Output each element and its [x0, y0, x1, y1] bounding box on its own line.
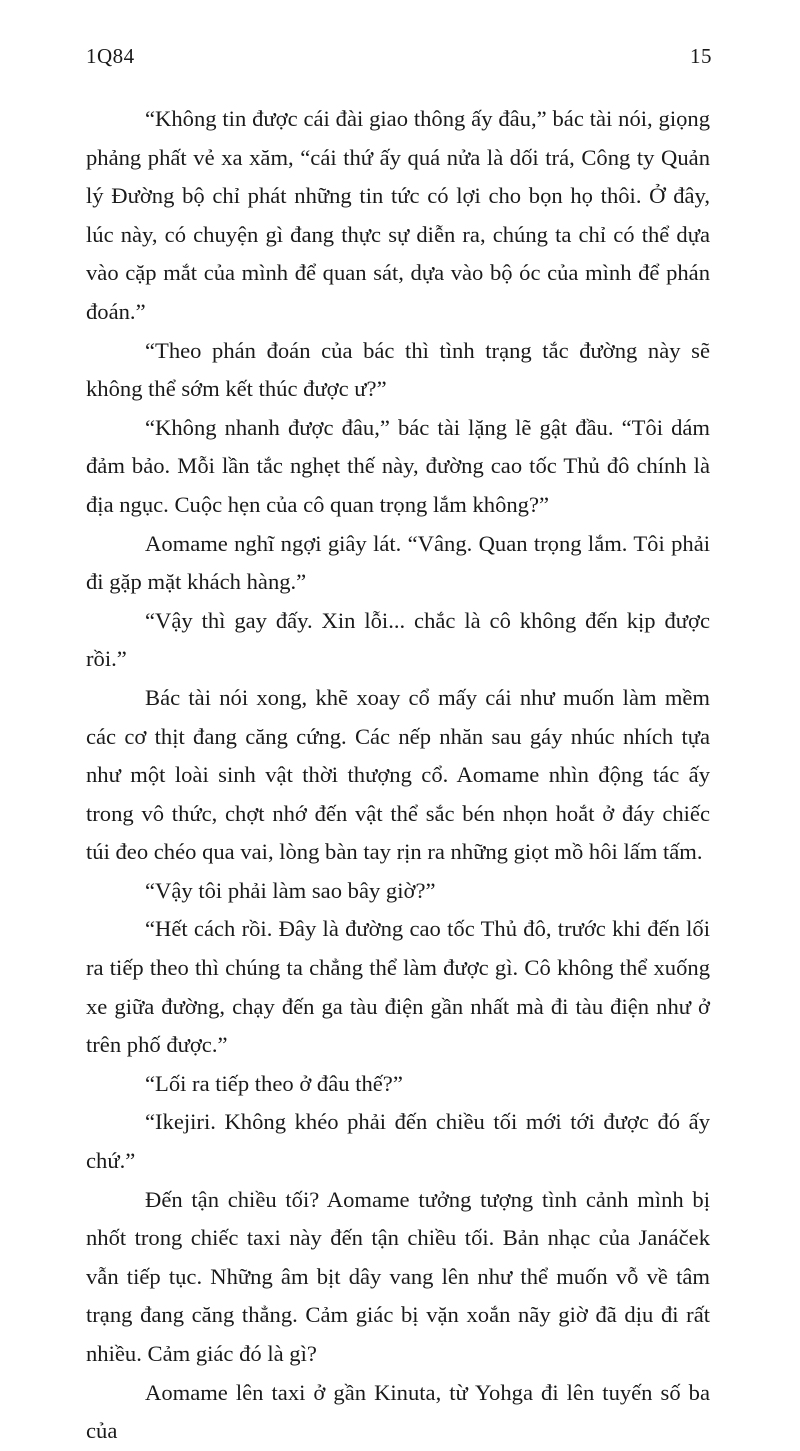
paragraph: Đến tận chiều tối? Aomame tưởng tượng tình cảnh mình bị nhốt trong chiếc taxi này đến tận chiều tối. Bản nhạc của Janáček vẫn tiếp tục. Những âm bịt dây vang lên như thể muốn vỗ về tâm trạng đang căng thẳng. Cảm giác bị vặn xoắn nãy giờ đã dịu đi rất nhiều. Cảm giác đó là gì?: [86, 1186, 710, 1366]
book-title: 1Q84: [86, 44, 135, 68]
paragraph: “Vậy tôi phải làm sao bây giờ?”: [145, 877, 436, 903]
paragraph: “Ikejiri. Không khéo phải đến chiều tối mới tới được đó ấy chứ.”: [86, 1109, 710, 1174]
paragraph: Aomame nghĩ ngợi giây lát. “Vâng. Quan trọng lắm. Tôi phải đi gặp mặt khách hàng.”: [86, 530, 710, 595]
paragraph: “Không tin được cái đài giao thông ấy đâu,” bác tài nói, giọng phảng phất vẻ xa xăm, “cái thứ ấy quá nửa là dối trá, Công ty Quản lý Đường bộ chỉ phát những tin tức có lợi cho bọn họ thôi. Ở đây, lúc này, có chuyện gì đang thực sự diễn ra, chúng ta chỉ có thể dựa vào cặp mắt của mình để quan sát, dựa vào bộ óc của mình để phán đoán.”: [86, 106, 710, 324]
paragraph: Aomame lên taxi ở gần Kinuta, từ Yohga đi lên tuyến số ba của: [86, 1379, 710, 1444]
paragraph: Bác tài nói xong, khẽ xoay cổ mấy cái như muốn làm mềm các cơ thịt đang căng cứng. Các nếp nhăn sau gáy nhúc nhích tựa như một loài sinh vật thời thượng cổ. Aomame nhìn động tác ấy trong vô thức, chợt nhớ đến vật thể sắc bén nhọn hoắt ở đáy chiếc túi đeo chéo qua vai, lòng bàn tay rịn ra những giọt mồ hôi lấm tấm.: [86, 684, 710, 865]
paragraph: “Vậy thì gay đấy. Xin lỗi... chắc là cô không đến kịp được rồi.”: [86, 607, 710, 672]
paragraph: “Theo phán đoán của bác thì tình trạng tắc đường này sẽ không thể sớm kết thúc được ư?”: [86, 337, 710, 402]
page-number: 15: [690, 44, 712, 68]
paragraph: “Lối ra tiếp theo ở đâu thế?”: [145, 1070, 403, 1096]
paragraph: “Không nhanh được đâu,” bác tài lặng lẽ gật đầu. “Tôi dám đảm bảo. Mỗi lần tắc nghẹt thế này, đường cao tốc Thủ đô chính là địa ngục. Cuộc hẹn của cô quan trọng lắm không?”: [86, 414, 710, 517]
body-text: [86, 100, 710, 1451]
paragraph: “Hết cách rồi. Đây là đường cao tốc Thủ đô, trước khi đến lối ra tiếp theo thì chúng ta chẳng thể làm được gì. Cô không thể xuống xe giữa đường, chạy đến ga tàu điện gần nhất mà đi tàu điện như ở trên phố được.”: [86, 916, 710, 1058]
running-header: [86, 44, 712, 72]
